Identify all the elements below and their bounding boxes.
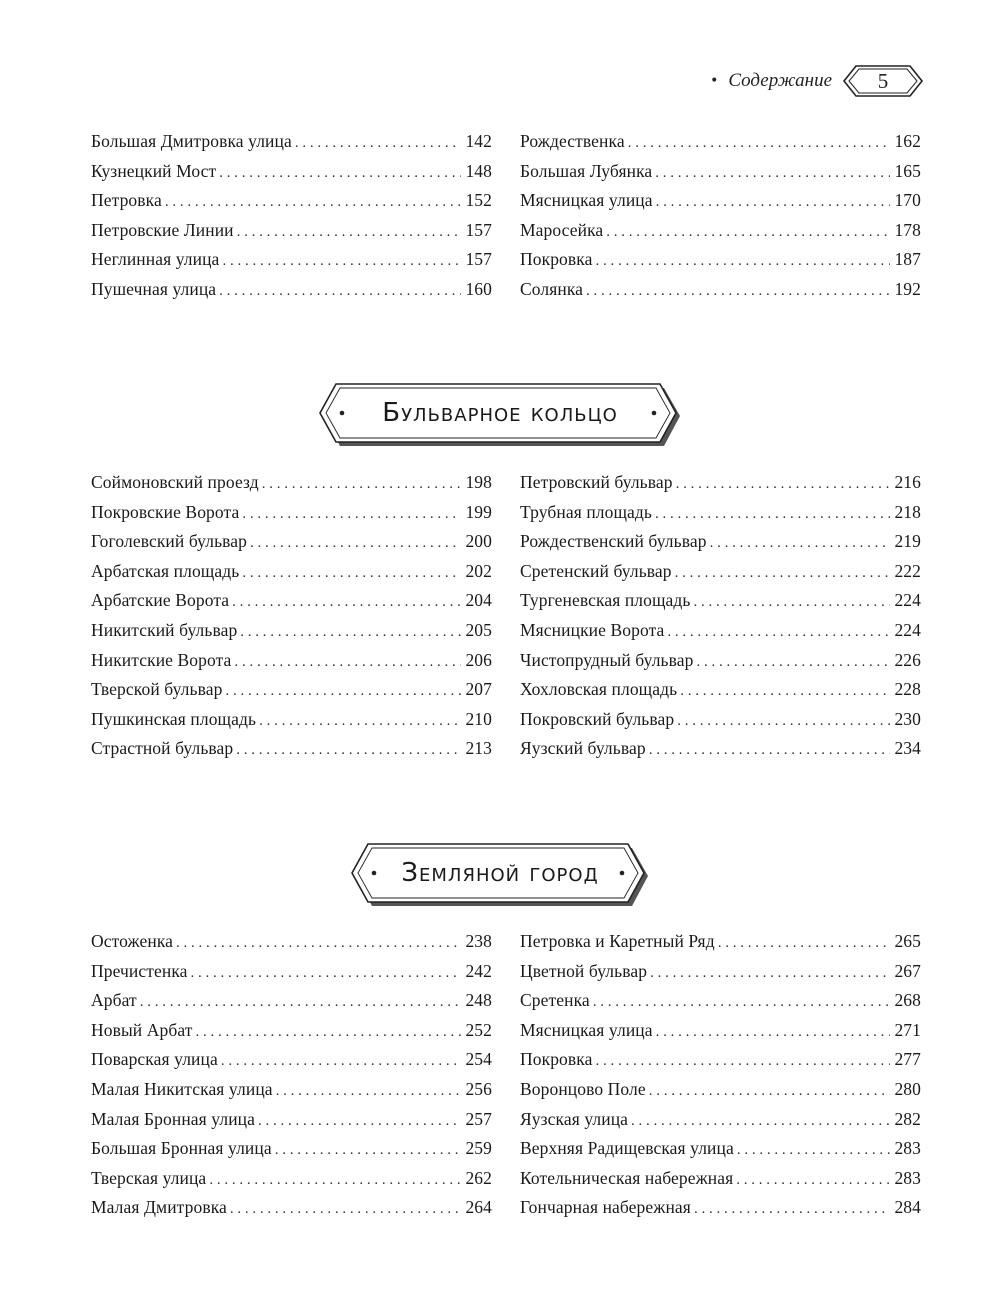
running-head — [710, 64, 924, 98]
banner-frame — [350, 842, 650, 908]
toc-entry[interactable]: Никитские Ворота . . . 206 — [91, 650, 492, 680]
toc-column-right — [520, 131, 921, 309]
toc-entry[interactable]: Рождественский бульвар . . . 219 — [520, 531, 921, 561]
toc-entry[interactable]: Покровские Ворота . . . 199 — [91, 502, 492, 532]
toc-entry[interactable]: Гончарная набережная . . . 284 — [520, 1197, 921, 1227]
toc-entry[interactable]: Тверской бульвар . . . 207 — [91, 679, 492, 709]
toc-entry[interactable]: Неглинная улица . . . 157 — [91, 249, 492, 279]
toc-entry[interactable]: Арбатская площадь . . . 202 — [91, 561, 492, 591]
toc-entry[interactable]: Арбат . . . 248 — [91, 990, 492, 1020]
section-banner-boulevard-ring — [0, 382, 1000, 448]
toc-entry[interactable]: Петровский бульвар . . . 216 — [520, 472, 921, 502]
toc-entry[interactable]: Большая Дмитровка улица . . . 142 — [91, 131, 492, 161]
toc-entry[interactable]: Яузский бульвар . . . 234 — [520, 738, 921, 768]
toc-entry[interactable]: Воронцово Поле . . . 280 — [520, 1079, 921, 1109]
toc-entry[interactable]: Петровка . . . 152 — [91, 190, 492, 220]
toc-entry[interactable]: Мясницкие Ворота . . . 224 — [520, 620, 921, 650]
toc-column-right — [520, 931, 921, 1227]
toc-column-left — [91, 131, 492, 309]
toc-block-zemlyanoy-gorod — [91, 931, 921, 1227]
toc-column-right — [520, 472, 921, 768]
toc-block-boulevard-ring — [91, 472, 921, 768]
toc-entry[interactable]: Арбатские Ворота . . . 204 — [91, 590, 492, 620]
toc-entry[interactable]: Яузская улица . . . 282 — [520, 1109, 921, 1139]
toc-entry[interactable]: Хохловская площадь . . . 228 — [520, 679, 921, 709]
toc-entry[interactable]: Малая Бронная улица . . . 257 — [91, 1109, 492, 1139]
toc-entry[interactable]: Петровка и Каретный Ряд . . . 265 — [520, 931, 921, 961]
toc-entry[interactable]: Сретенка . . . 268 — [520, 990, 921, 1020]
toc-block-continuation — [91, 131, 921, 309]
toc-entry[interactable]: Маросейка . . . 178 — [520, 220, 921, 250]
toc-entry[interactable]: Трубная площадь . . . 218 — [520, 502, 921, 532]
page-number-badge — [842, 64, 924, 98]
toc-entry[interactable]: Покровка . . . 187 — [520, 249, 921, 279]
toc-entry[interactable]: Страстной бульвар . . . 213 — [91, 738, 492, 768]
toc-entry[interactable]: Мясницкая улица . . . 271 — [520, 1020, 921, 1050]
toc-entry[interactable]: Петровские Линии . . . 157 — [91, 220, 492, 250]
toc-entry[interactable]: Чистопрудный бульвар . . . 226 — [520, 650, 921, 680]
toc-entry[interactable]: Котельническая набережная . . . 283 — [520, 1168, 921, 1198]
toc-entry[interactable]: Мясницкая улица . . . 170 — [520, 190, 921, 220]
toc-entry[interactable]: Пушечная улица . . . 160 — [91, 279, 492, 309]
banner-frame — [318, 382, 682, 448]
bullet-icon: • — [710, 73, 719, 89]
toc-column-left — [91, 931, 492, 1227]
toc-entry[interactable]: Рождественка . . . 162 — [520, 131, 921, 161]
toc-column-left — [91, 472, 492, 768]
toc-entry[interactable]: Соймоновский проезд . . . 198 — [91, 472, 492, 502]
toc-entry[interactable]: Большая Лубянка . . . 165 — [520, 161, 921, 191]
section-title: Земляной город — [401, 858, 599, 888]
running-head-title: Содержание — [728, 70, 832, 91]
toc-entry[interactable]: Покровский бульвар . . . 230 — [520, 709, 921, 739]
toc-entry[interactable]: Тургеневская площадь . . . 224 — [520, 590, 921, 620]
section-banner-zemlyanoy-gorod — [0, 842, 1000, 908]
toc-entry[interactable]: Солянка . . . 192 — [520, 279, 921, 309]
section-title: Бульварное кольцо — [382, 398, 618, 428]
toc-entry[interactable]: Тверская улица . . . 262 — [91, 1168, 492, 1198]
toc-entry[interactable]: Остоженка . . . 238 — [91, 931, 492, 961]
toc-entry[interactable]: Малая Дмитровка . . . 264 — [91, 1197, 492, 1227]
toc-entry[interactable]: Новый Арбат . . . 252 — [91, 1020, 492, 1050]
toc-entry[interactable]: Покровка . . . 277 — [520, 1049, 921, 1079]
toc-entry[interactable]: Кузнецкий Мост . . . 148 — [91, 161, 492, 191]
toc-entry[interactable]: Гоголевский бульвар . . . 200 — [91, 531, 492, 561]
toc-entry[interactable]: Пречистенка . . . 242 — [91, 961, 492, 991]
toc-entry[interactable]: Верхняя Радищевская улица . . . 283 — [520, 1138, 921, 1168]
toc-entry[interactable]: Никитский бульвар . . . 205 — [91, 620, 492, 650]
toc-entry[interactable]: Малая Никитская улица . . . 256 — [91, 1079, 492, 1109]
toc-entry[interactable]: Большая Бронная улица . . . 259 — [91, 1138, 492, 1168]
page-number: 5 — [877, 68, 889, 93]
toc-entry[interactable]: Пушкинская площадь . . . 210 — [91, 709, 492, 739]
toc-entry[interactable]: Сретенский бульвар . . . 222 — [520, 561, 921, 591]
toc-entry[interactable]: Цветной бульвар . . . 267 — [520, 961, 921, 991]
toc-entry[interactable]: Поварская улица . . . 254 — [91, 1049, 492, 1079]
